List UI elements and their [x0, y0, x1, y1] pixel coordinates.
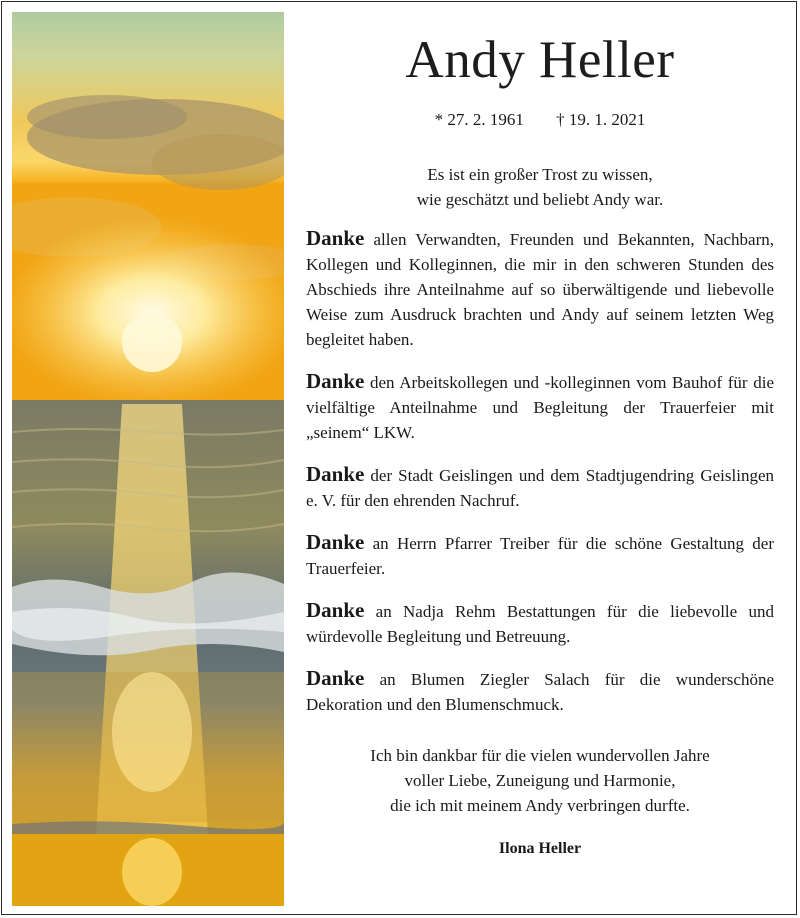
thanks-lead: Danke: [306, 598, 365, 622]
deceased-name: Andy Heller: [405, 31, 675, 89]
thanks-paragraph: [306, 369, 774, 445]
thanks-paragraph: [306, 226, 774, 352]
life-dates: [306, 110, 774, 132]
intro-line: Es ist ein großer Trost zu wissen,: [427, 165, 653, 184]
closing-line: voller Liebe, Zuneigung und Harmonie,: [404, 771, 676, 790]
sunset-sea-photo: [12, 12, 284, 906]
notice-text: [306, 30, 774, 858]
thanks-text: der Stadt Geislingen und dem Stadtjugendring Geislingen e. V. für den ehrenden Nachruf.: [306, 466, 774, 510]
intro-text: [306, 162, 774, 212]
death-date: † 19. 1. 2021: [556, 110, 646, 129]
thanks-lead: Danke: [306, 462, 365, 486]
thanks-paragraph: [306, 462, 774, 513]
thanks-text: den Arbeitskollegen und -kolleginnen vom Bauhof für die vielfältige Anteilnahme und Begleitung der Trauerfeier mit „seinem“ LKW.: [306, 373, 774, 442]
thanks-text: an Nadja Rehm Bestattungen für die liebevolle und würdevolle Begleitung und Betreuung.: [306, 602, 774, 646]
thanks-paragraph: [306, 598, 774, 649]
intro-line: wie geschätzt und beliebt Andy war.: [416, 190, 664, 209]
birth-date: * 27. 2. 1961: [434, 110, 524, 129]
thanks-paragraph: [306, 666, 774, 717]
closing-text: [306, 743, 774, 818]
signature: Ilona Heller: [498, 840, 582, 857]
thanks-lead: Danke: [306, 369, 365, 393]
thanks-text: allen Verwandten, Freunden und Bekannten, Nachbarn, Kollegen und Kolleginnen, die mir in den schweren Stunden des Abschieds ihre Anteilnahme auf so überwältigende und liebevolle Weise zum Ausdruck brachten und Andy auf seinem letzten Weg begleitet haben.: [306, 230, 774, 349]
thanks-lead: Danke: [306, 666, 365, 690]
closing-line: die ich mit meinem Andy verbringen durfte.: [390, 796, 690, 815]
thanks-lead: Danke: [306, 226, 365, 250]
thanks-lead: Danke: [306, 530, 365, 554]
thanks-text: an Herrn Pfarrer Treiber für die schöne Gestaltung der Trauerfeier.: [306, 534, 774, 578]
closing-line: Ich bin dankbar für die vielen wundervollen Jahre: [370, 746, 710, 765]
thanks-paragraph: [306, 530, 774, 581]
thanks-text: an Blumen Ziegler Salach für die wunderschöne Dekoration und den Blumenschmuck.: [306, 670, 774, 714]
